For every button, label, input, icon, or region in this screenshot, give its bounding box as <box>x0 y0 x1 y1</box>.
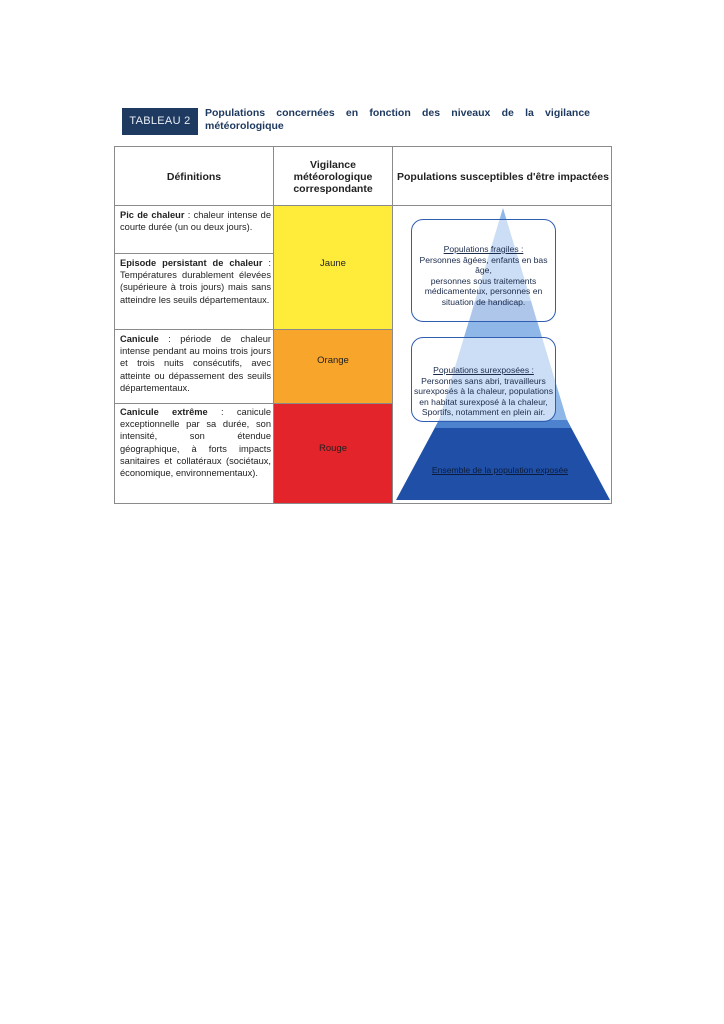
header-populations: Populations susceptibles d'être impactées <box>397 170 609 183</box>
populations-surexposees-line: Personnes sans abri, travailleurs <box>421 375 546 386</box>
populations-fragiles-box <box>411 219 556 322</box>
population-base-label: Ensemble de la population exposée <box>431 465 569 475</box>
vigilance-level-label: Jaune <box>320 258 346 269</box>
vigilance-level-label: Rouge <box>319 443 347 454</box>
definition-separator: : <box>158 334 181 344</box>
definition-term: Episode persistant de chaleur <box>120 258 263 268</box>
pyramid-base-section <box>396 420 610 500</box>
definition-canicule-extreme <box>120 406 271 479</box>
table-title-line-2: météorologique <box>205 120 284 132</box>
definition-term: Canicule <box>120 334 159 344</box>
row-divider <box>115 253 273 254</box>
populations-surexposees-line: surexposés à la chaleur, populations <box>413 386 554 397</box>
definition-term: Canicule extrême <box>120 407 208 417</box>
vigilance-band-rouge <box>274 404 392 503</box>
definition-text: chaleur intense de courte durée (un ou deux jours). <box>120 210 271 233</box>
table-number-badge: TABLEAU 2 <box>122 108 198 135</box>
definition-pic-de-chaleur <box>120 209 271 233</box>
vigilance-table <box>114 146 612 504</box>
populations-surexposees-line: Sportifs, notamment en plein air. <box>421 407 546 418</box>
definition-separator: : <box>207 407 237 417</box>
definition-separator: : <box>262 258 271 268</box>
vigilance-level-label: Orange <box>317 355 349 366</box>
definition-text: période de chaleur intense pendant au moins trois jours et trois nuits consécutifs, avec atteinte ou dépassement des seuils départementaux. <box>120 334 272 393</box>
header-vigilance-line: météorologique <box>293 170 373 183</box>
vigilance-band-jaune <box>274 206 392 329</box>
definition-text: canicule exceptionnelle par sa durée, son intensité, son étendue géographique, à forts impacts sanitaires et collatéraux (sociétaux, économique, environnementaux). <box>120 407 271 479</box>
populations-fragiles-line: Personnes âgées, enfants en bas âge, <box>419 254 548 276</box>
definition-separator: : <box>184 210 194 220</box>
header-vigilance-line: correspondante <box>293 182 373 195</box>
header-definitions: Définitions <box>166 170 222 183</box>
definition-text: Températures durablement élevées (supérieure à trois jours) mais sans atteindre les seuils départementaux. <box>120 270 271 305</box>
populations-fragiles-title: Populations fragiles : <box>443 244 524 254</box>
populations-surexposees-title: Populations surexposées : <box>433 365 534 375</box>
header-vigilance-line: Vigilance <box>310 158 356 171</box>
definition-episode-persistant <box>120 257 271 306</box>
vigilance-band-orange <box>274 330 392 403</box>
definition-term: Pic de chaleur <box>120 210 185 220</box>
table-title-line-1: Populations concernées en fonction des niveaux de la vigilance <box>205 107 590 119</box>
populations-fragiles-line: situation de handicap. <box>441 296 526 307</box>
populations-fragiles-line: personnes sous traitements <box>430 275 537 286</box>
populations-surexposees-line: en habitat surexposé à la chaleur, <box>419 396 548 407</box>
header-vigilance <box>274 147 392 206</box>
populations-fragiles-line: médicamenteux, personnes en <box>424 286 543 297</box>
definition-canicule <box>120 333 271 394</box>
populations-surexposees-box <box>411 337 556 422</box>
table-title <box>205 107 590 133</box>
